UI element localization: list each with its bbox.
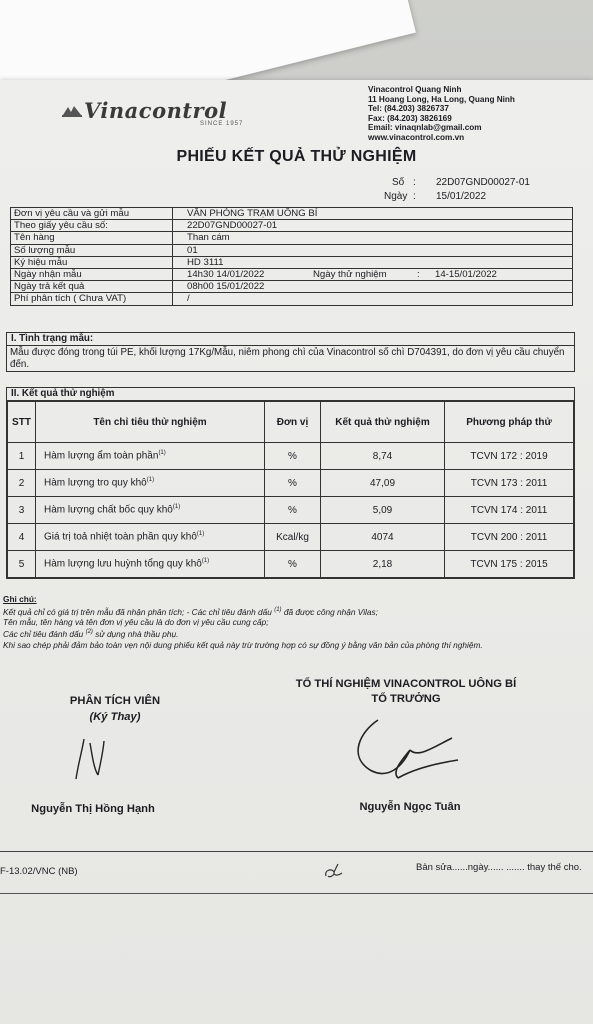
parameter-name: Hàm lượng lưu huỳnh tổng quy khô (44, 558, 202, 570)
column-header: Phương pháp thử (445, 402, 574, 443)
revision-note: Bản sửa......ngày...... ....... thay thế cho. (416, 862, 582, 873)
row-parameter (36, 551, 265, 578)
row-stt: 3 (8, 497, 36, 524)
section-heading: II. Kết quả thử nghiệm (7, 388, 574, 401)
info-value: 14h30 14/01/2022 (187, 268, 265, 280)
info-value: / (187, 293, 190, 305)
info-label: Số lượng mẫu (11, 245, 173, 256)
info-label: Đơn vị yêu cầu và gửi mẫu (11, 208, 173, 219)
row-result: 5,09 (321, 497, 445, 524)
company-logo-text: Vinacontrol (84, 98, 228, 123)
row-parameter (36, 497, 265, 524)
info-value: 08h00 15/01/2022 (187, 281, 265, 293)
table-row (8, 497, 574, 524)
info-row (11, 245, 572, 257)
note-line (3, 627, 593, 639)
info-label: Ngày trả kết quả (11, 281, 173, 292)
number-label: Số (392, 177, 405, 188)
info-row (11, 293, 572, 304)
note-text: Kết quả chỉ có giá trị trên mẫu đã nhận phân tích; - Các chỉ tiêu đánh dấu (3, 606, 272, 617)
parameter-name: Giá trị toả nhiệt toàn phần quy khô (44, 531, 197, 543)
row-unit: % (265, 551, 321, 578)
info-value: 01 (187, 244, 198, 256)
analyst-name: Nguyễn Thị Hồng Hạnh (31, 803, 155, 815)
table-row (8, 551, 574, 578)
info-row (11, 208, 572, 220)
row-method: TCVN 175 : 2015 (445, 551, 574, 578)
analyst-subtitle: (Ký Thay) (89, 711, 141, 723)
number-colon: : (413, 177, 416, 188)
contact-line: Fax: (84.203) 3826169 (368, 113, 452, 123)
column-header: Tên chỉ tiêu thử nghiệm (36, 402, 265, 443)
note-line (3, 605, 593, 617)
number-value: 22D07GND00027-01 (436, 177, 530, 188)
info-row (11, 257, 572, 269)
info-value: HD 3111 (187, 256, 224, 268)
parameter-name: Hàm lượng tro quy khô (44, 477, 147, 489)
row-method: TCVN 172 : 2019 (445, 443, 574, 470)
test-date-colon: : (417, 268, 420, 280)
note-text: sử dụng nhà thầu phụ. (95, 629, 179, 640)
note-line: Tên mẫu, tên hàng và tên đơn vị yêu cầu là do đơn vị yêu cầu cung cấp; (3, 616, 269, 627)
vinacontrol-logo-icon (62, 104, 82, 118)
info-label: Theo giấy yêu cầu số: (11, 220, 173, 231)
row-unit: % (265, 470, 321, 497)
info-label: Phí phân tích ( Chưa VAT) (11, 293, 173, 304)
lab-head-name: Nguyễn Ngọc Tuân (359, 801, 461, 813)
column-header: Đơn vị (265, 402, 321, 443)
row-method: TCVN 200 : 2011 (445, 524, 574, 551)
info-row (11, 220, 572, 232)
row-method: TCVN 173 : 2011 (445, 470, 574, 497)
info-value: 22D07GND00027-01 (187, 220, 278, 232)
test-results-section (6, 387, 575, 579)
info-row (11, 269, 572, 281)
document-title: PHIẾU KẾT QUẢ THỬ NGHIỆM (176, 148, 417, 165)
column-header: Kết quả thử nghiệm (321, 402, 445, 443)
row-parameter (36, 470, 265, 497)
row-unit: % (265, 443, 321, 470)
notes-block (3, 594, 593, 650)
analyst-title: PHÂN TÍCH VIÊN (69, 695, 161, 707)
lab-head-title: TỔ TRƯỞNG (371, 693, 441, 705)
info-value: Than cám (187, 232, 230, 244)
sample-condition-section (6, 332, 575, 372)
contact-line: Vinacontrol Quang Ninh (368, 85, 462, 94)
company-since: SINCE 1957 (200, 121, 244, 127)
contact-line: Tel: (84.203) 3826737 (368, 104, 449, 114)
row-parameter (36, 443, 265, 470)
table-header-row (8, 402, 574, 443)
note-sup: (2) (85, 629, 93, 636)
test-date-label: Ngày thử nghiệm (313, 268, 387, 280)
section-heading: I. Tình trạng mẫu: (7, 333, 574, 346)
contact-line: 11 Hoang Long, Ha Long, Quang Ninh (368, 94, 515, 104)
contact-line: Email: vinaqnlab@gmail.com (368, 123, 482, 133)
note-sup: (1) (274, 606, 282, 613)
info-row (11, 232, 572, 244)
row-result: 8,74 (321, 443, 445, 470)
vilas-mark: (1) (146, 477, 155, 484)
analyst-signature-icon (70, 735, 110, 785)
row-method: TCVN 174 : 2011 (445, 497, 574, 524)
row-stt: 1 (8, 443, 36, 470)
row-unit: Kcal/kg (265, 524, 321, 551)
sample-condition-text: Mẫu được đóng trong túi PE, khối lượng 17Kg/Mẫu, niêm phong chì của Vinacontrol số chì D704391, do đơn vị yêu cầu chuyển đến. (10, 347, 565, 370)
company-contact (368, 85, 515, 143)
footer-divider (0, 893, 593, 894)
info-value-group (173, 269, 572, 280)
table-row (8, 443, 574, 470)
row-unit: % (265, 497, 321, 524)
table-row (8, 524, 574, 551)
test-date-value: 14-15/01/2022 (435, 268, 497, 280)
row-result: 47,09 (321, 470, 445, 497)
column-header: STT (8, 402, 36, 443)
info-label: Tên hàng (11, 232, 173, 243)
date-label: Ngày (384, 191, 408, 202)
parameter-name: Hàm lượng ẩm toàn phần (44, 450, 159, 462)
table-row (8, 470, 574, 497)
contact-line: www.vinacontrol.com.vn (368, 132, 465, 142)
vilas-mark: (1) (158, 450, 166, 457)
note-text: Các chỉ tiêu đánh dấu (3, 629, 84, 640)
footer-divider (0, 851, 593, 852)
date-value: 15/01/2022 (436, 191, 487, 202)
note-text: đã được công nhận Vilas; (283, 606, 378, 617)
sample-info-table (10, 207, 573, 306)
row-stt: 4 (8, 524, 36, 551)
results-table (7, 401, 574, 578)
info-label: Ngày nhận mẫu (11, 269, 173, 280)
info-value: VĂN PHÒNG TRẠM UÔNG BÍ (187, 208, 318, 219)
row-stt: 2 (8, 470, 36, 497)
row-parameter (36, 524, 265, 551)
initial-mark-icon (322, 862, 344, 880)
vilas-mark: (1) (201, 558, 210, 565)
row-result: 4074 (321, 524, 445, 551)
head-signature-icon (340, 712, 460, 787)
info-row (11, 281, 572, 293)
notes-heading: Ghi chú: (3, 594, 37, 604)
parameter-name: Hàm lượng chất bốc quy khô (44, 504, 173, 516)
form-code: F-13.02/VNC (NB) (0, 866, 78, 877)
info-label: Ký hiệu mẫu (11, 257, 173, 268)
date-colon: : (413, 191, 416, 202)
row-result: 2,18 (321, 551, 445, 578)
vilas-mark: (1) (196, 531, 205, 538)
row-stt: 5 (8, 551, 36, 578)
lab-org-name: TỔ THÍ NGHIỆM VINACONTROL UÔNG BÍ (295, 678, 517, 690)
vilas-mark: (1) (172, 504, 181, 511)
note-line: Khi sao chép phải đảm bảo toàn vẹn nội dung phiếu kết quả này trừ trường hợp có sự đồng ý bằng văn bản của phòng thí nghiệm. (3, 639, 483, 650)
